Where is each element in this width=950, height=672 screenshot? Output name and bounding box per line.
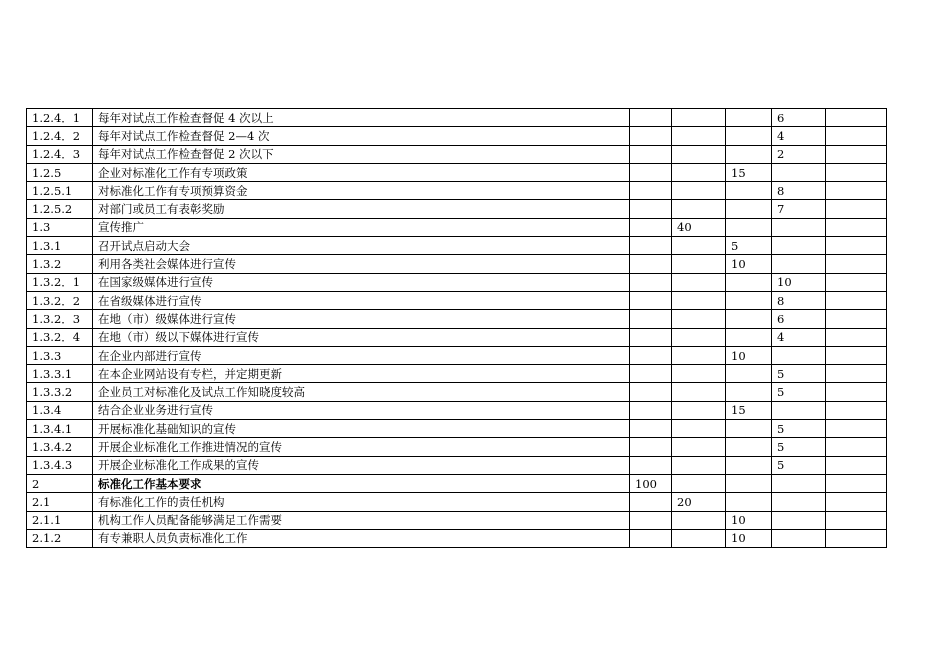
cell-code: 1.2.4．1 [27, 109, 93, 127]
cell-c5 [826, 456, 887, 474]
cell-c4: 4 [772, 328, 826, 346]
cell-c2 [672, 182, 726, 200]
table-row [27, 237, 887, 255]
cell-c3: 10 [726, 511, 772, 529]
cell-c1 [630, 438, 672, 456]
cell-c3 [726, 145, 772, 163]
cell-c3 [726, 328, 772, 346]
cell-c3 [726, 456, 772, 474]
cell-c1 [630, 109, 672, 127]
cell-item: 每年对试点工作检查督促 4 次以上 [93, 109, 630, 127]
cell-c3 [726, 365, 772, 383]
cell-code: 1.3.2．2 [27, 291, 93, 309]
cell-item: 每年对试点工作检查督促 2—4 次 [93, 127, 630, 145]
table-row [27, 420, 887, 438]
cell-item: 开展标准化基础知识的宣传 [93, 420, 630, 438]
table-row [27, 474, 887, 492]
cell-c4 [772, 346, 826, 364]
cell-c5 [826, 511, 887, 529]
cell-c2 [672, 237, 726, 255]
cell-c3 [726, 383, 772, 401]
cell-item: 有专兼职人员负责标准化工作 [93, 529, 630, 547]
table-row [27, 438, 887, 456]
cell-c1 [630, 420, 672, 438]
cell-c2 [672, 401, 726, 419]
cell-c5 [826, 218, 887, 236]
cell-item: 在企业内部进行宣传 [93, 346, 630, 364]
cell-code: 2.1 [27, 493, 93, 511]
cell-c4 [772, 474, 826, 492]
cell-c4: 5 [772, 438, 826, 456]
cell-item: 在本企业网站设有专栏，并定期更新 [93, 365, 630, 383]
cell-c1 [630, 218, 672, 236]
table-row [27, 163, 887, 181]
cell-item: 企业员工对标准化及试点工作知晓度较高 [93, 383, 630, 401]
cell-code: 1.3.2．3 [27, 310, 93, 328]
cell-code: 1.3.1 [27, 237, 93, 255]
table-row [27, 218, 887, 236]
cell-c1 [630, 163, 672, 181]
cell-item: 开展企业标准化工作成果的宣传 [93, 456, 630, 474]
cell-c3: 15 [726, 163, 772, 181]
cell-c3 [726, 127, 772, 145]
cell-c1 [630, 310, 672, 328]
cell-code: 1.3.4.1 [27, 420, 93, 438]
cell-item: 企业对标准化工作有专项政策 [93, 163, 630, 181]
cell-item: 每年对试点工作检查督促 2 次以下 [93, 145, 630, 163]
cell-c4: 5 [772, 383, 826, 401]
cell-c2 [672, 145, 726, 163]
cell-c1 [630, 200, 672, 218]
table-row [27, 310, 887, 328]
cell-c1 [630, 273, 672, 291]
cell-c1 [630, 237, 672, 255]
table-row [27, 182, 887, 200]
cell-c2 [672, 456, 726, 474]
cell-c3 [726, 310, 772, 328]
cell-item: 在省级媒体进行宣传 [93, 291, 630, 309]
cell-c2: 40 [672, 218, 726, 236]
cell-c4 [772, 493, 826, 511]
cell-item: 利用各类社会媒体进行宣传 [93, 255, 630, 273]
cell-c1 [630, 529, 672, 547]
cell-c3 [726, 420, 772, 438]
cell-code: 1.3.2 [27, 255, 93, 273]
table-row [27, 291, 887, 309]
table-row [27, 346, 887, 364]
table-row [27, 273, 887, 291]
cell-c2 [672, 346, 726, 364]
cell-code: 1.2.5 [27, 163, 93, 181]
cell-c4 [772, 255, 826, 273]
cell-item: 在地（市）级媒体进行宣传 [93, 310, 630, 328]
cell-c5 [826, 145, 887, 163]
cell-c4: 10 [772, 273, 826, 291]
cell-item: 召开试点启动大会 [93, 237, 630, 255]
table-row [27, 145, 887, 163]
cell-c3 [726, 182, 772, 200]
cell-c5 [826, 383, 887, 401]
cell-c5 [826, 401, 887, 419]
cell-c1 [630, 182, 672, 200]
cell-c2 [672, 291, 726, 309]
cell-item: 有标准化工作的责任机构 [93, 493, 630, 511]
cell-c2 [672, 383, 726, 401]
cell-c4 [772, 218, 826, 236]
cell-c5 [826, 493, 887, 511]
cell-c4 [772, 237, 826, 255]
cell-code: 1.2.4．3 [27, 145, 93, 163]
cell-c1 [630, 456, 672, 474]
cell-c3 [726, 438, 772, 456]
cell-c2 [672, 200, 726, 218]
cell-c5 [826, 365, 887, 383]
standards-evaluation-table [26, 108, 887, 548]
cell-c4: 6 [772, 310, 826, 328]
cell-c4: 2 [772, 145, 826, 163]
cell-c2 [672, 163, 726, 181]
cell-code: 1.3.2．4 [27, 328, 93, 346]
cell-code: 1.3.4.3 [27, 456, 93, 474]
table-row [27, 456, 887, 474]
cell-c2 [672, 420, 726, 438]
cell-c2 [672, 109, 726, 127]
cell-c5 [826, 182, 887, 200]
cell-item: 机构工作人员配备能够满足工作需要 [93, 511, 630, 529]
cell-c4: 8 [772, 182, 826, 200]
table-row [27, 200, 887, 218]
table-row [27, 365, 887, 383]
cell-c1 [630, 127, 672, 145]
cell-item: 在国家级媒体进行宣传 [93, 273, 630, 291]
cell-c5 [826, 420, 887, 438]
cell-c2 [672, 474, 726, 492]
cell-c4 [772, 401, 826, 419]
cell-code: 1.3.3.1 [27, 365, 93, 383]
table-row [27, 401, 887, 419]
cell-c2 [672, 438, 726, 456]
cell-code: 2.1.2 [27, 529, 93, 547]
cell-c5 [826, 328, 887, 346]
cell-c2 [672, 273, 726, 291]
cell-c5 [826, 255, 887, 273]
cell-c1 [630, 383, 672, 401]
cell-c4: 5 [772, 456, 826, 474]
cell-c2 [672, 529, 726, 547]
cell-c2 [672, 365, 726, 383]
cell-c2 [672, 328, 726, 346]
cell-item: 结合企业业务进行宣传 [93, 401, 630, 419]
cell-c1 [630, 145, 672, 163]
cell-c3 [726, 109, 772, 127]
cell-code: 1.2.5.1 [27, 182, 93, 200]
cell-code: 2.1.1 [27, 511, 93, 529]
cell-item: 标准化工作基本要求 [93, 474, 630, 492]
cell-item: 在地（市）级以下媒体进行宣传 [93, 328, 630, 346]
cell-c5 [826, 346, 887, 364]
cell-c3 [726, 291, 772, 309]
cell-code: 1.3.2．1 [27, 273, 93, 291]
table-row [27, 127, 887, 145]
table-row [27, 328, 887, 346]
cell-c5 [826, 200, 887, 218]
cell-c2 [672, 127, 726, 145]
cell-c4: 4 [772, 127, 826, 145]
cell-c2 [672, 310, 726, 328]
cell-c3: 5 [726, 237, 772, 255]
cell-item: 对部门或员工有表彰奖励 [93, 200, 630, 218]
cell-c5 [826, 291, 887, 309]
cell-c5 [826, 273, 887, 291]
cell-c5 [826, 474, 887, 492]
cell-c3 [726, 493, 772, 511]
cell-code: 1.2.5.2 [27, 200, 93, 218]
cell-c5 [826, 237, 887, 255]
cell-code: 1.3.3 [27, 346, 93, 364]
table-row [27, 493, 887, 511]
cell-c1 [630, 346, 672, 364]
cell-c2 [672, 255, 726, 273]
cell-code: 1.2.4．2 [27, 127, 93, 145]
cell-code: 1.3.3.2 [27, 383, 93, 401]
table-body [27, 109, 887, 548]
cell-code: 1.3.4.2 [27, 438, 93, 456]
cell-c1: 100 [630, 474, 672, 492]
cell-c3: 10 [726, 255, 772, 273]
cell-c4: 8 [772, 291, 826, 309]
cell-c3 [726, 200, 772, 218]
table-row [27, 383, 887, 401]
cell-c1 [630, 511, 672, 529]
cell-c3: 10 [726, 346, 772, 364]
cell-c3 [726, 474, 772, 492]
cell-c1 [630, 328, 672, 346]
table-row [27, 511, 887, 529]
cell-c4: 5 [772, 420, 826, 438]
cell-c5 [826, 127, 887, 145]
table-row [27, 109, 887, 127]
cell-c3: 15 [726, 401, 772, 419]
cell-c4: 7 [772, 200, 826, 218]
cell-c1 [630, 493, 672, 511]
cell-c3 [726, 273, 772, 291]
cell-c5 [826, 310, 887, 328]
cell-c5 [826, 109, 887, 127]
cell-c5 [826, 163, 887, 181]
cell-item: 开展企业标准化工作推进情况的宣传 [93, 438, 630, 456]
cell-c1 [630, 291, 672, 309]
table-row [27, 529, 887, 547]
cell-code: 2 [27, 474, 93, 492]
cell-c4 [772, 529, 826, 547]
cell-item: 宣传推广 [93, 218, 630, 236]
cell-c3 [726, 218, 772, 236]
cell-c5 [826, 438, 887, 456]
cell-c1 [630, 401, 672, 419]
cell-c1 [630, 255, 672, 273]
cell-c4 [772, 511, 826, 529]
cell-c2 [672, 511, 726, 529]
cell-c2: 20 [672, 493, 726, 511]
cell-c4 [772, 163, 826, 181]
cell-code: 1.3.4 [27, 401, 93, 419]
cell-c1 [630, 365, 672, 383]
cell-c3: 10 [726, 529, 772, 547]
cell-code: 1.3 [27, 218, 93, 236]
cell-c5 [826, 529, 887, 547]
cell-c4: 5 [772, 365, 826, 383]
table-row [27, 255, 887, 273]
cell-item: 对标准化工作有专项预算资金 [93, 182, 630, 200]
cell-c4: 6 [772, 109, 826, 127]
